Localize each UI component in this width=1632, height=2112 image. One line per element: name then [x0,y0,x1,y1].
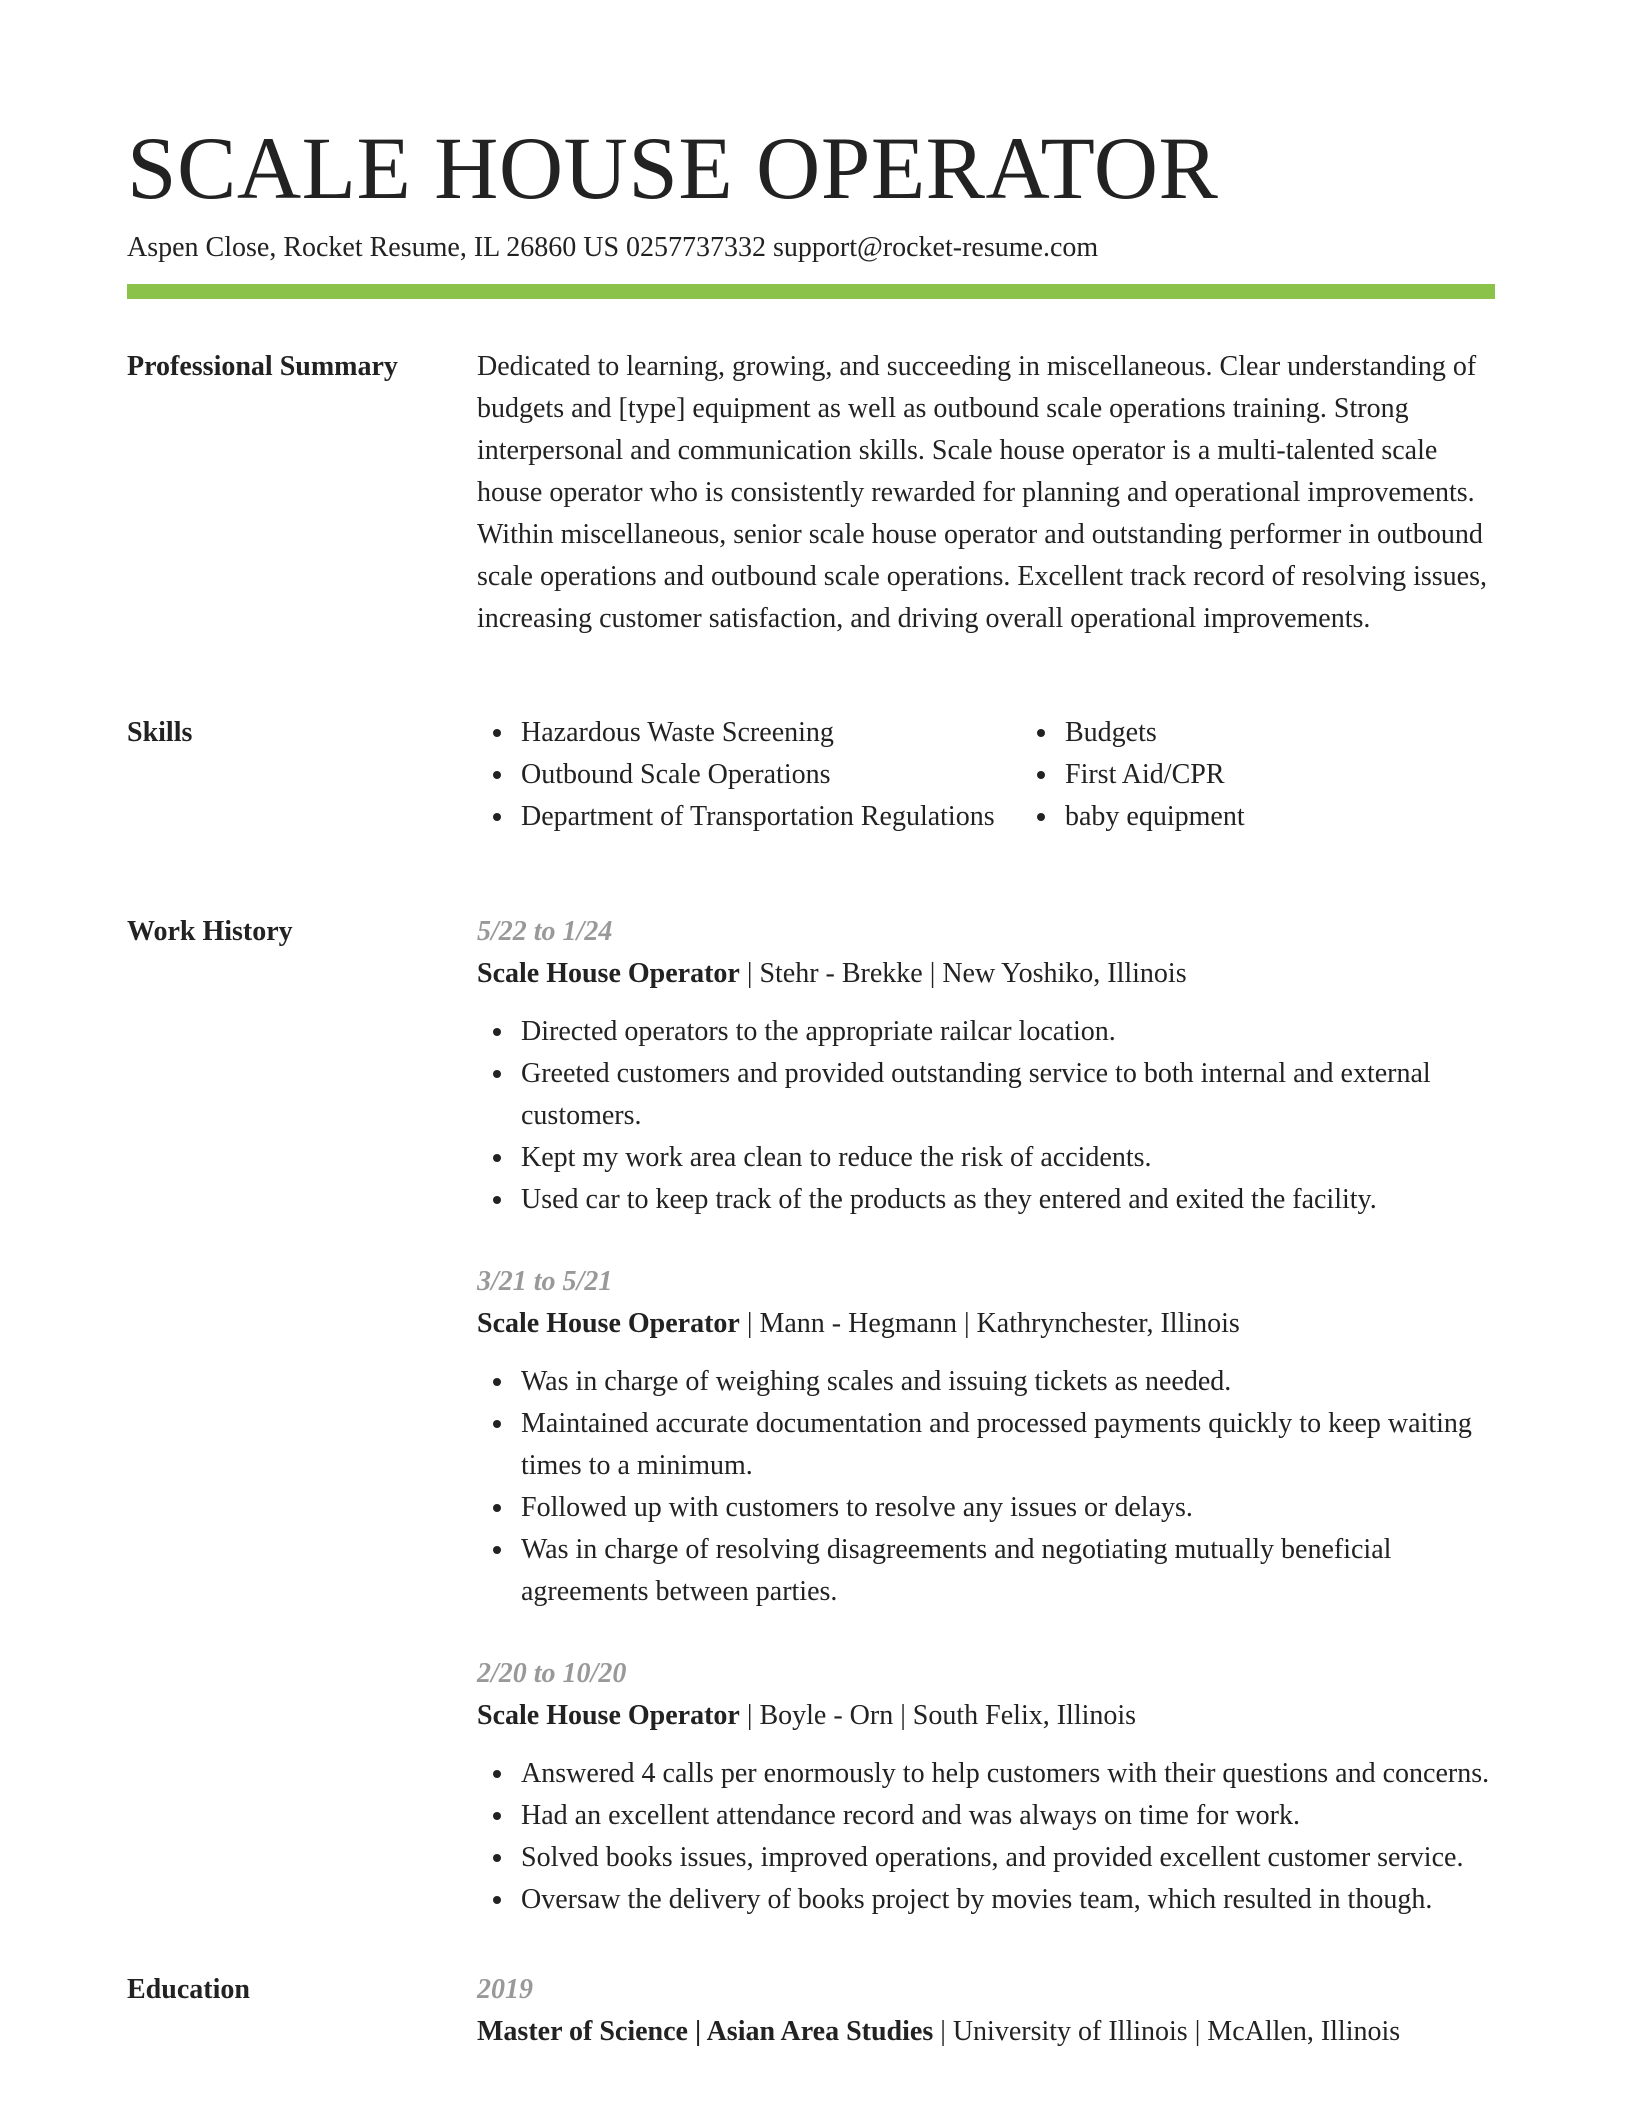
education-details: | University of Illinois | McAllen, Illinois [933,2016,1401,2047]
job-bullet: Answered 4 calls per enormously to help customers with their questions and concerns. [521,1753,1495,1795]
education-heading [477,2011,1495,2053]
job-bullets [477,1753,1495,1921]
job-bullet: Was in charge of weighing scales and issuing tickets as needed. [521,1361,1495,1403]
skill-item: Outbound Scale Operations [521,754,1021,796]
education-date: 2019 [477,1974,533,2005]
summary-label: Professional Summary [127,351,398,382]
job-heading [477,1695,1495,1737]
job-bullet: Followed up with customers to resolve any issues or delays. [521,1487,1495,1529]
skills-list-left [477,712,1021,838]
work-history-label: Work History [127,916,293,947]
job-details: | Stehr - Brekke | New Yoshiko, Illinois [739,958,1187,989]
job-details: | Boyle - Orn | South Felix, Illinois [739,1700,1137,1731]
skills-label: Skills [127,717,193,748]
job-bullet: Was in charge of resolving disagreements and negotiating mutually beneficial agreements between parties. [521,1529,1495,1613]
job-bullet: Maintained accurate documentation and processed payments quickly to keep waiting times to a minimum. [521,1403,1495,1487]
job-bullet: Had an excellent attendance record and was always on time for work. [521,1795,1495,1837]
job-entry [477,1261,1495,1613]
job-bullets [477,1011,1495,1221]
skills-columns [477,712,1495,838]
job-bullets [477,1361,1495,1613]
job-dates: 5/22 to 1/24 [477,916,613,947]
skill-item: Budgets [1065,712,1565,754]
job-bullet: Greeted customers and provided outstanding service to both internal and external customers. [521,1053,1495,1137]
job-bullet: Used car to keep track of the products as they entered and exited the facility. [521,1179,1495,1221]
education-degree: Master of Science | Asian Area Studies [477,2016,934,2047]
contact-info: Aspen Close, Rocket Resume, IL 26860 US 0257737332 support@rocket-resume.com [127,232,1099,263]
skill-item: Hazardous Waste Screening [521,712,1021,754]
job-bullet: Oversaw the delivery of books project by movies team, which resulted in though. [521,1879,1495,1921]
job-entry [477,911,1495,1221]
header-accent-rule [127,284,1495,299]
resume-name: SCALE HOUSE OPERATOR [127,120,1219,218]
skills-list-right [1021,712,1565,838]
job-bullet: Solved books issues, improved operations, and provided excellent customer service. [521,1837,1495,1879]
job-title: Scale House Operator [477,958,740,989]
job-heading [477,1303,1495,1345]
job-entry [477,1653,1495,1921]
skill-item: First Aid/CPR [1065,754,1565,796]
job-details: | Mann - Hegmann | Kathrynchester, Illinois [739,1308,1240,1339]
job-dates: 3/21 to 5/21 [477,1266,613,1297]
job-bullet: Directed operators to the appropriate railcar location. [521,1011,1495,1053]
education-label: Education [127,1974,250,2005]
summary-text: Dedicated to learning, growing, and succeeding in miscellaneous. Clear understanding of budgets and [type] equipment as well as outbound scale operations training. Strong interpersonal and communication skills. Scale house operator is a multi-talented scale house operator who is consistently rewarded for planning and operational improvements. Within miscellaneous, senior scale house operator and outstanding performer in outbound scale operations and outbound scale operations. Excellent track record of resolving issues, increasing customer satisfaction, and driving overall operational improvements. [477,351,1488,634]
skill-item: baby equipment [1065,796,1565,838]
skill-item: Department of Transportation Regulations [521,796,1021,838]
job-bullet: Kept my work area clean to reduce the risk of accidents. [521,1137,1495,1179]
job-title: Scale House Operator [477,1700,740,1731]
job-heading [477,953,1495,995]
job-title: Scale House Operator [477,1308,740,1339]
job-dates: 2/20 to 10/20 [477,1658,627,1689]
